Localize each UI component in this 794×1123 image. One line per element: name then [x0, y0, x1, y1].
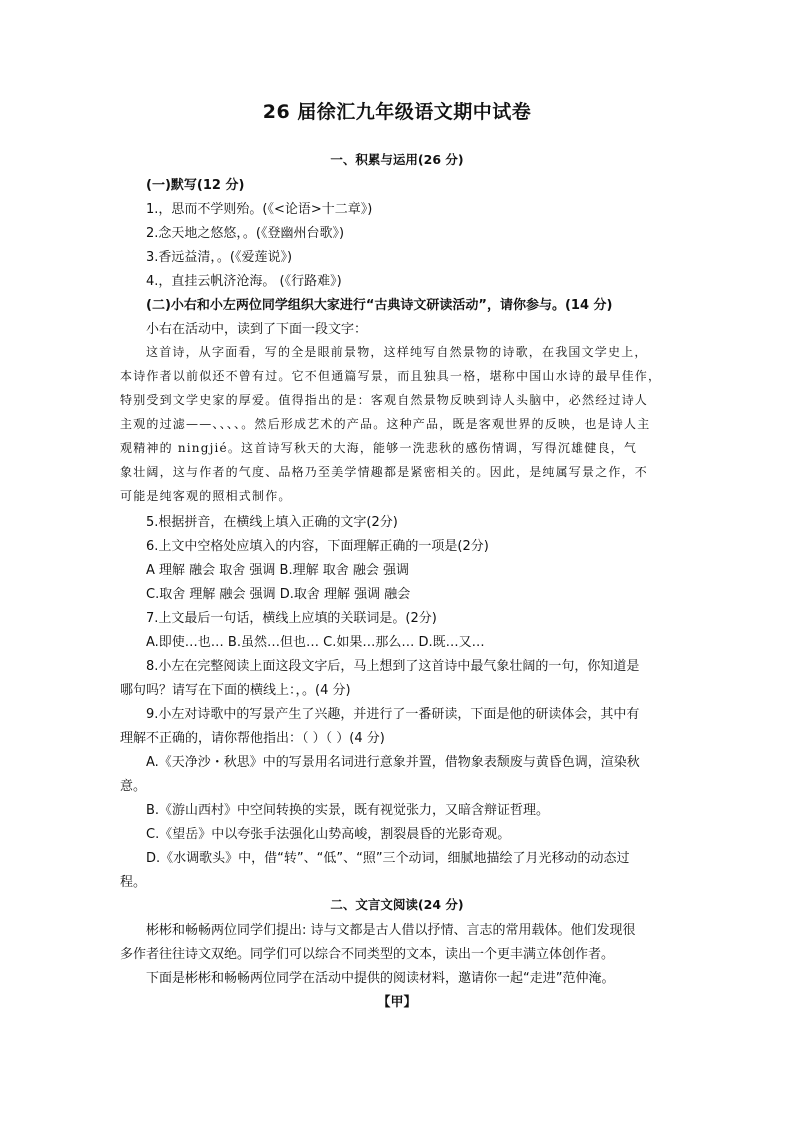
question-9-option-d-cont: 程。 [120, 875, 147, 890]
question-7-options: A.即使…也… B.虽然…但也… C.如果…那么… D.既…又… [146, 635, 485, 650]
material-jia-label: 【甲】 [377, 995, 417, 1010]
question-6: 6.上文中空格处应填入的内容，下面理解正确的一项是(2分) [146, 539, 489, 554]
question-8: 8.小左在完整阅读上面这段文字后，马上想到了这首诗中最气象壮阔的一句，你知道是 [146, 659, 640, 674]
question-2: 2.念天地之悠悠，。(《登幽州台歌》) [146, 226, 345, 241]
section1-heading: 一、积累与运用(26 分) [330, 152, 464, 167]
passage-line: 这首诗，从字面看，写的全是眼前景物，这样纯写自然景物的诗歌，在我国文学史上， [146, 345, 648, 359]
question-6-options-ab: A 理解 融会 取舍 强调 B.理解 取舍 融会 强调 [146, 563, 410, 578]
question-3: 3.香远益清，。(《爱莲说》) [146, 250, 293, 265]
question-9-option-a: A.《天净沙・秋思》中的写景用名词进行意象并置，借物象表颓废与黄昏色调，渲染秋 [146, 755, 640, 770]
passage-line: 主观的过滤——、、、、。然后形成艺术的产品。这种产品，既是客观世界的反映，也是诗人主 [120, 417, 651, 431]
question-8-cont: 哪句吗？请写在下面的横线上：，。(4 分) [120, 683, 351, 698]
passage-line: 象壮阔，这与作者的气度、品格乃至美学情趣都是紧密相关的。因此，是纯属写景之作，不 [120, 465, 649, 479]
question-5: 5.根据拼音，在横线上填入正确的文字(2分) [146, 515, 398, 530]
question-4: 4.，直挂云帆济沧海。 (《行路难》) [146, 274, 342, 289]
section2-paragraph-1: 彬彬和畅畅两位同学们提出: 诗与文都是古人借以抒情、言志的常用载体。他们发现很 [146, 923, 636, 938]
passage-line: 可能是纯客观的照相式制作。 [120, 489, 292, 503]
part1-heading: (一)默写(12 分) [146, 178, 245, 193]
question-6-options-cd: C.取舍 理解 融会 强调 D.取舍 理解 强调 融会 [146, 587, 411, 602]
exam-title: 26 届徐汇九年级语文期中试卷 [262, 101, 532, 123]
section2-paragraph-2: 下面是彬彬和畅畅两位同学在活动中提供的阅读材料，邀请你一起“走进”范仲淹。 [146, 971, 615, 986]
question-1: 1.，思而不学则殆。(《<论语>十二章》) [146, 202, 373, 217]
passage-line: 本诗作者以前似还不曾有过。它不但通篇写景，而且独具一格，堪称中国山水诗的最早佳作， [120, 369, 662, 383]
section2-paragraph-1-cont: 多作者往往诗文双绝。同学们可以综合不同类型的文本，读出一个更丰满立体创作者。 [120, 947, 615, 962]
question-9-option-b: B.《游山西村》中空间转换的实景，既有视觉张力，又暗含辩证哲理。 [146, 803, 550, 818]
question-9-cont: 理解不正确的，请你帮他指出：（ ）（ ）(4 分) [120, 731, 385, 746]
question-9-option-a-cont: 意。 [120, 779, 147, 794]
passage-intro: 小右在活动中，读到了下面一段文字： [146, 322, 368, 337]
question-9: 9.小左对诗歌中的写景产生了兴趣，并进行了一番研读，下面是他的研读体会，其中有 [146, 707, 640, 722]
question-9-option-d: D.《水调歌头》中，借“转”、“低”、“照”三个动词，细腻地描绘了月光移动的动态过 [146, 851, 630, 866]
passage-line: 观精神的 ningjié。这首诗写秋天的大海，能够一洗悲秋的感伤情调，写得沉雄健良，气 [120, 441, 638, 455]
part2-heading: (二)小右和小左两位同学组织大家进行“古典诗文研读活动”，请你参与。(14 分) [146, 298, 613, 313]
passage-line: 特别受到文学史家的厚爱。值得指出的是：客观自然景物反映到诗人头脑中，必然经过诗人 [120, 393, 649, 407]
section2-heading: 二、文言文阅读(24 分) [330, 897, 464, 912]
question-9-option-c: C.《望岳》中以夸张手法强化山势高峻，割裂晨昏的光影奇观。 [146, 827, 511, 842]
question-7: 7.上文最后一句话，横线上应填的关联词是。(2分) [146, 611, 437, 626]
